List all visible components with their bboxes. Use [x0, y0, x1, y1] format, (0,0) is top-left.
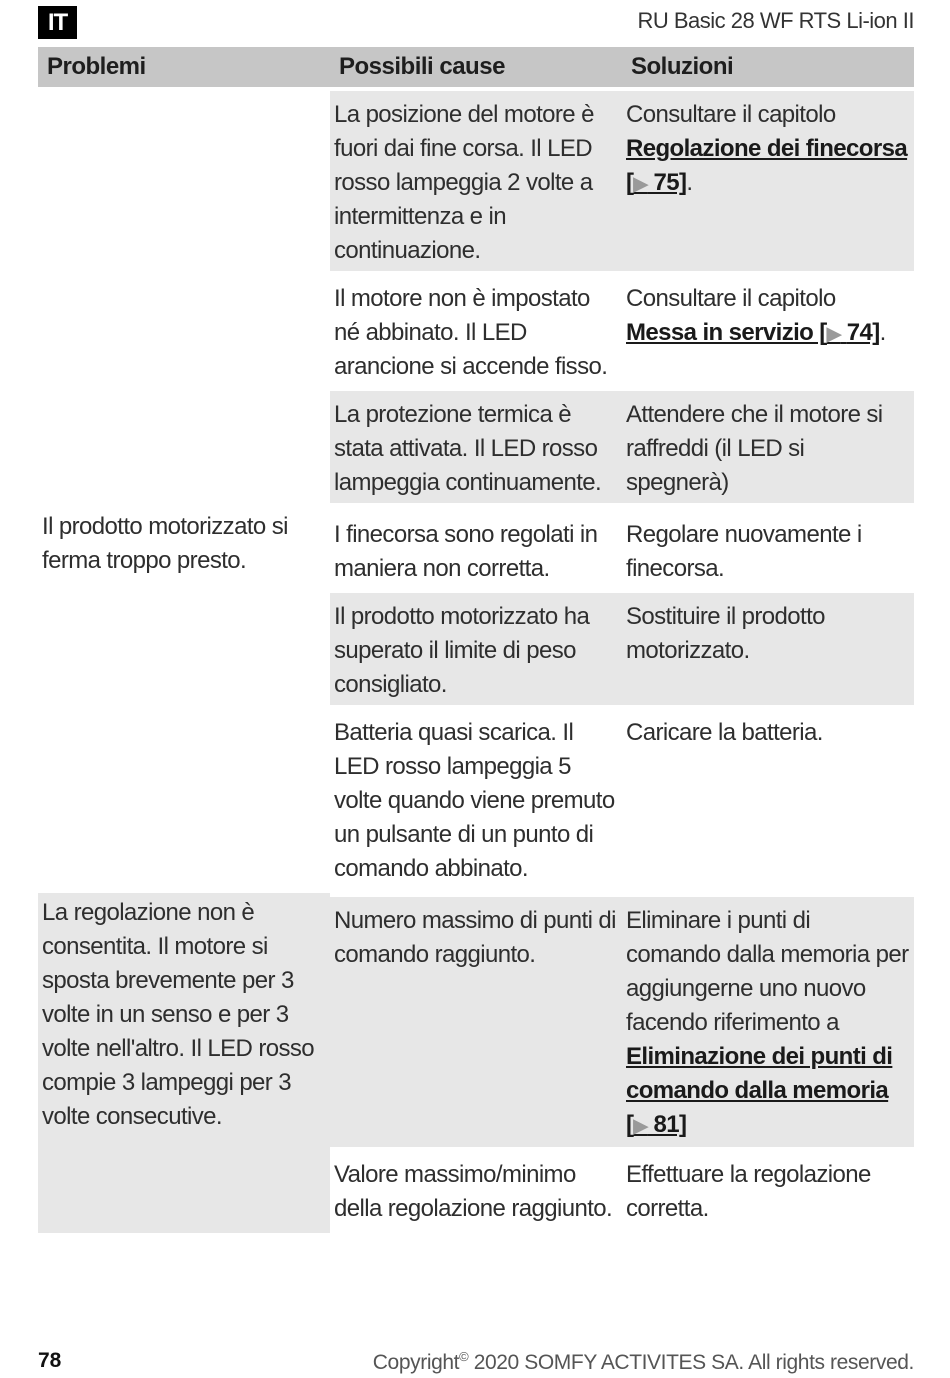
table-header	[38, 47, 914, 87]
cause-cell: La protezione termica è stata attivata. Il LED rosso lampeggia continuamente.	[334, 401, 602, 496]
cause-cell: Batteria quasi scarica. Il LED rosso lampeggia 5 volte quando viene premuto un pulsante di un punto di comando abbinato.	[334, 719, 615, 882]
problem-cell: Il prodotto motorizzato si ferma troppo presto.	[42, 513, 288, 574]
chapter-link[interactable]: Eliminazione dei punti di comando dalla memoria [▶ 81]	[626, 1043, 893, 1138]
chapter-link[interactable]: Regolazione dei finecorsa [▶ 75]	[626, 135, 908, 196]
chapter-link[interactable]: Messa in servizio [▶ 74]	[626, 319, 880, 346]
table-row	[330, 275, 914, 387]
table-row	[330, 511, 914, 589]
page-ref-arrow-icon: ▶	[633, 1116, 648, 1137]
column-header-problemi: Problemi	[47, 53, 146, 80]
solution-cell: Caricare la batteria.	[626, 719, 823, 746]
cause-cell: Valore massimo/minimo della regolazione raggiunto.	[334, 1161, 613, 1222]
solution-cell: Regolare nuovamente i finecorsa.	[626, 521, 862, 582]
troubleshooting-table	[38, 47, 914, 1233]
table-row	[330, 391, 914, 503]
solution-cell: Attendere che il motore si raffreddi (il LED si spegnerà)	[626, 401, 883, 496]
table-row	[330, 709, 914, 889]
column-header-soluzioni: Soluzioni	[631, 53, 734, 80]
cause-cell: La posizione del motore è fuori dai fine corsa. Il LED rosso lampeggia 2 volte a intermittenza e in continuazione.	[334, 101, 594, 264]
cause-cell: Numero massimo di punti di comando raggiunto.	[334, 907, 616, 968]
document-title: RU Basic 28 WF RTS Li-ion II	[637, 8, 914, 33]
table-row	[330, 593, 914, 705]
column-header-possibili-cause: Possibili cause	[339, 53, 505, 80]
copyright-notice: Copyright© 2020 SOMFY ACTIVITES SA. All rights reserved.	[372, 1349, 914, 1374]
page-ref-arrow-icon: ▶	[826, 324, 841, 345]
table-row	[330, 897, 914, 1147]
page-number: 78	[38, 1349, 62, 1372]
cause-cell: I finecorsa sono regolati in maniera non corretta.	[334, 521, 598, 582]
solution-cell: Consultare il capitolo Regolazione dei finecorsa [▶ 75].	[626, 101, 908, 196]
page-ref-arrow-icon: ▶	[633, 174, 648, 195]
problem-cell	[38, 87, 330, 507]
solution-cell: Consultare il capitolo Messa in servizio [▶ 74].	[626, 285, 886, 346]
cause-cell: Il motore non è impostato né abbinato. Il LED arancione si accende fisso.	[334, 285, 608, 380]
solution-cell: Effettuare la regolazione corretta.	[626, 1161, 871, 1222]
table-row	[330, 91, 914, 271]
table-row	[330, 1151, 914, 1229]
table-group	[38, 507, 914, 893]
table-group	[38, 87, 914, 507]
solution-cell: Eliminare i punti di comando dalla memoria per aggiungerne uno nuovo facendo riferimento a Eliminazione dei punti di comando dalla memoria [▶ 81]	[626, 907, 909, 1138]
cause-cell: Il prodotto motorizzato ha superato il limite di peso consigliato.	[334, 603, 590, 698]
language-badge: IT	[38, 6, 77, 39]
table-group	[38, 893, 914, 1233]
solution-cell: Sostituire il prodotto motorizzato.	[626, 603, 825, 664]
problem-cell: La regolazione non è consentita. Il motore si sposta brevemente per 3 volte in un senso e per 3 volte nell'altro. Il LED rosso compie 3 lampeggi per 3 volte consecutive.	[42, 899, 315, 1130]
